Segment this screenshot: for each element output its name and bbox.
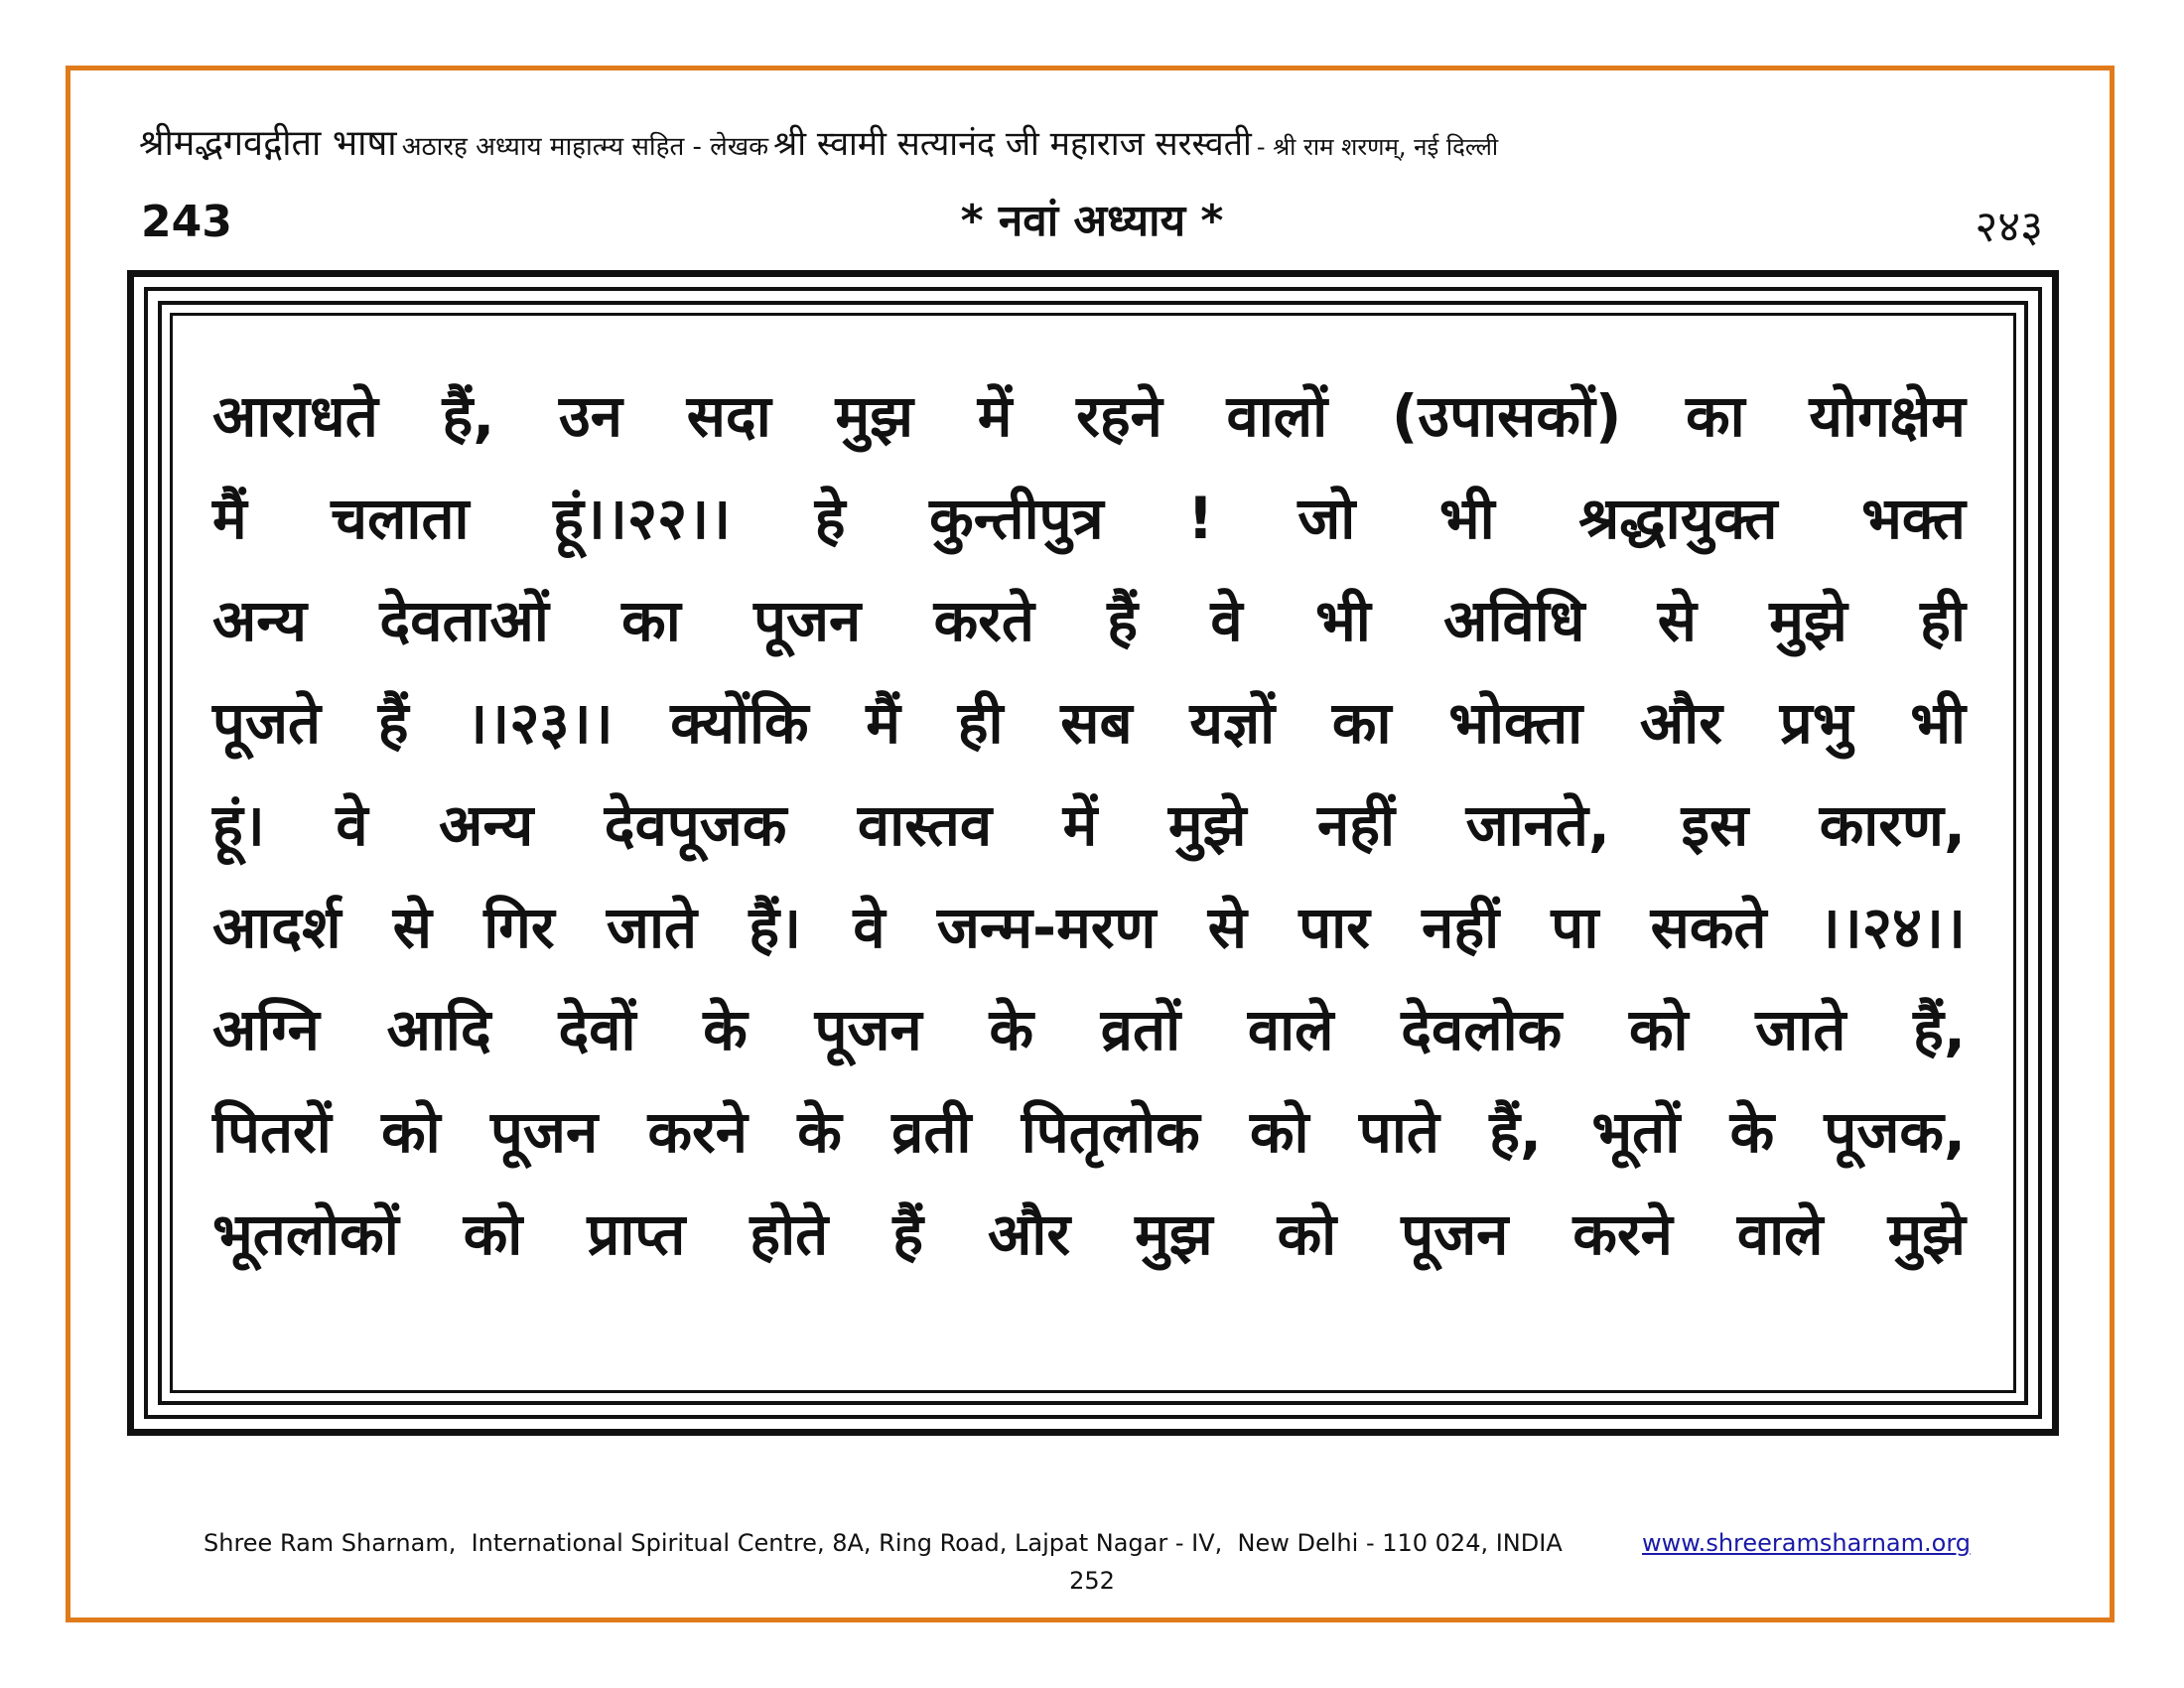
author-name: श्री स्वामी सत्यानंद जी महाराज सरस्वती [773, 124, 1252, 164]
page-number-devanagari: २४३ [1975, 202, 2043, 252]
book-subtitle: अठारह अध्याय माहात्म्य सहित - लेखक [401, 132, 769, 162]
verse-line: अन्य देवताओं का पूजन करते हैं वे भी अविधि से मुझे ही [212, 587, 1966, 654]
verse-line: पूजते हैं ।।२३।। क्योंकि मैं ही सब यज्ञों का भोक्ता और प्रभु भी [212, 689, 1966, 757]
publisher-name: - श्री राम शरणम्, नई दिल्ली [1256, 133, 1499, 161]
footer-address: Shree Ram Sharnam, International Spiritual Centre, 8A, Ring Road, Lajpat Nagar - IV, New Delhi - 110 024, INDIA [204, 1529, 1563, 1557]
verse-text-block [212, 365, 1966, 1286]
footer-page-number: 252 [1069, 1567, 1115, 1595]
verse-line: हूं। वे अन्य देवपूजक वास्तव में मुझे नहीं जानते, इस कारण, [212, 791, 1966, 859]
page-number-latin: 243 [141, 197, 232, 247]
book-title: श्रीमद्भगवद्गीता भाषा [139, 123, 397, 164]
chapter-title: * नवां अध्याय * [960, 196, 1224, 246]
website-link[interactable]: www.shreeramsharnam.org [1642, 1529, 1972, 1557]
verse-line: अग्नि आदि देवों के पूजन के व्रतों वाले देवलोक को जाते हैं, [212, 996, 1966, 1063]
verse-line: मैं चलाता हूं।।२२।। हे कुन्तीपुत्र ! जो भी श्रद्धायुक्त भक्त [212, 485, 1966, 552]
verse-line: पितरों को पूजन करने के व्रती पितृलोक को पाते हैं, भूतों के पूजक, [212, 1098, 1966, 1166]
verse-line: आराधते हैं, उन सदा मुझ में रहने वालों (उपासकों) का योगक्षेम [212, 382, 1966, 450]
verse-line: आदर्श से गिर जाते हैं। वे जन्म-मरण से पार नहीं पा सकते ।।२४।। [212, 894, 1966, 961]
header [139, 117, 2055, 166]
verse-line: भूतलोकों को प्राप्त होते हैं और मुझ को पूजन करने वाले मुझे [212, 1200, 1966, 1268]
